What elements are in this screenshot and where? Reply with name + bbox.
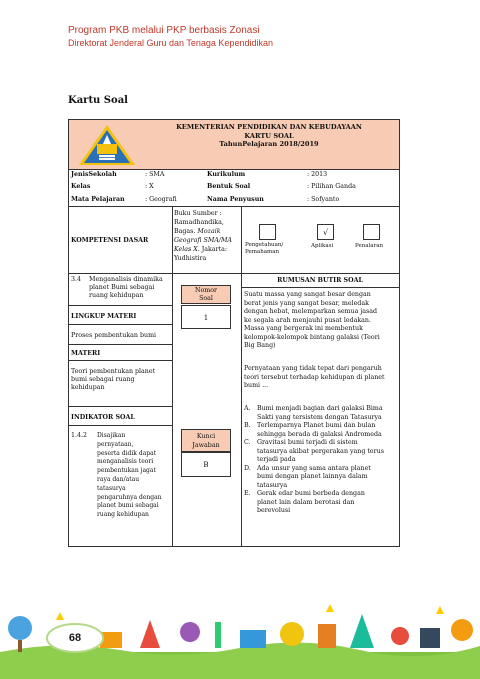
question-stem <box>244 291 380 351</box>
buku-sumber-line4 <box>174 246 227 254</box>
kelas-label: Kelas <box>71 183 91 190</box>
kartu-soal-card <box>68 119 400 547</box>
nomor-soal-label <box>181 285 231 304</box>
stem-line: ke segala arah menjauhi pusat ledakan. <box>244 316 371 324</box>
divider <box>69 360 172 361</box>
nomor-soal-value: 1 <box>181 305 231 329</box>
header-directorate: Direktorat Jenderal Guru dan Tenaga Kependidikan <box>68 38 273 48</box>
kelas-value: : X <box>145 183 154 190</box>
option-letter: E. <box>244 490 251 497</box>
divider <box>69 324 172 325</box>
divider <box>69 305 172 306</box>
nama-penyusun-value: : Sofyanto <box>307 196 340 203</box>
option-letter: B. <box>244 422 251 429</box>
stem-line: Big Bang) <box>244 342 276 349</box>
card-header <box>69 120 399 170</box>
buku-city-text: Jakarta: <box>199 246 228 253</box>
level-pengetahuan-label <box>245 242 283 256</box>
buku-sumber-line5: Yudhistira <box>174 255 207 262</box>
page-number: 68 <box>68 632 82 644</box>
level-pengetahuan-box[interactable] <box>259 224 276 240</box>
option-line: tatasurya akibat pergerakan yang terus <box>257 447 384 455</box>
kurikulum-value: : 2013 <box>307 171 328 178</box>
option-line: planet lain dalam berotasi dan <box>257 498 355 506</box>
indikator-line: peserta didik dapat <box>97 449 157 457</box>
option-line: Bumi menjadi bagian dari galaksi Bima <box>257 405 383 412</box>
indikator-soal-label: INDIKATOR SOAL <box>71 414 135 421</box>
nomor-label-line: Nomor <box>194 287 218 294</box>
divider <box>69 425 172 426</box>
divider <box>241 287 399 288</box>
materi-line: Teori pembentukan planet <box>71 368 156 375</box>
buku-sumber-line2 <box>174 228 221 236</box>
materi-label: MATERI <box>71 350 101 357</box>
stem-line: dengan hebat, melemparkan semua jasad <box>244 308 378 315</box>
answer-option <box>244 439 384 465</box>
stem-line: Suatu massa yang sangat besar dengan <box>244 291 371 298</box>
answer-option <box>244 490 384 516</box>
mata-pelajaran-label: Mata Pelajaran <box>71 196 125 203</box>
ministry-heading <box>139 123 399 149</box>
option-letter: A. <box>244 405 251 412</box>
buku-sumber-line1: Ramadhandika, <box>174 219 224 226</box>
kurikulum-label: Kurikulum <box>207 171 246 178</box>
option-line: tatasurya <box>257 481 288 489</box>
indikator-line: ruang kehidupan <box>97 511 149 519</box>
divider <box>69 406 172 407</box>
materi-line: bumi sebagai ruang <box>71 376 135 383</box>
jenis-sekolah-value: : SMA <box>145 171 165 178</box>
header-program: Program PKB melalui PKP berbasis Zonasi <box>68 25 260 36</box>
card-title: KARTU SOAL <box>244 131 294 140</box>
buku-author-text: Bagas. <box>174 228 198 235</box>
running-header <box>68 25 273 49</box>
indikator-line: menganalisis teori <box>97 458 154 466</box>
kunci-jawaban-label <box>181 429 231 452</box>
stem-line: berat jenis yang sangat besar, meledak <box>244 299 369 307</box>
option-line: Gerak edar bumi berbeda dengan <box>257 490 365 497</box>
materi-line: kehidupan <box>71 384 105 391</box>
materi-text <box>71 368 155 392</box>
indikator-line: pengaruhnya dengan <box>97 493 162 501</box>
kd-line: Menganalisis dinamika <box>89 276 163 283</box>
kompetensi-dasar-label: KOMPETENSI DASAR <box>71 237 149 244</box>
option-line: Terlemparnya Planet bumi dan bulan <box>257 422 376 429</box>
kunci-jawaban-value: B <box>181 452 231 477</box>
kd-number: 3.4 <box>71 276 82 283</box>
indikator-line: Disajikan <box>97 432 126 439</box>
nama-penyusun-label: Nama Penyusun <box>207 196 264 203</box>
option-line: Gravitasi bumi terjadi di sistem <box>257 439 358 446</box>
kd-text <box>89 276 163 300</box>
bentuk-soal-label: Bentuk Soal <box>207 183 251 190</box>
kunci-label-line: Jawaban <box>192 442 220 449</box>
rumusan-butir-soal-label: RUMUSAN BUTIR SOAL <box>277 277 363 284</box>
mata-pelajaran-value: : Geografi <box>145 196 177 203</box>
option-letter: D. <box>244 464 251 472</box>
tut-wuri-handayani-logo <box>77 124 137 166</box>
level-aplikasi-label: Aplikasi <box>311 243 334 249</box>
column-divider-left <box>172 206 173 547</box>
buku-class-text: Kelas X. <box>174 246 200 253</box>
divider <box>69 206 399 207</box>
bentuk-soal-value: : Pilihan Ganda <box>307 183 356 190</box>
kd-line: planet Bumi sebagai <box>89 284 155 291</box>
question-line: Pernyataan yang tidak tepat dari pengaruh <box>244 365 382 372</box>
answer-option <box>244 405 384 422</box>
indikator-number: 1.4.2 <box>71 432 88 439</box>
option-letter: C. <box>244 439 251 446</box>
option-line: Sakti yang tersistem dengan Tatasurya <box>257 413 382 421</box>
indikator-line: raya dan/atau <box>97 475 140 483</box>
indikator-line: tatasurya <box>97 484 126 492</box>
indikator-line: pembentukan jagat <box>97 467 156 475</box>
school-year: TahunPelajaran 2018/2019 <box>219 140 319 148</box>
nomor-label-line: Soal <box>199 295 213 302</box>
option-line: Ada unsur yang sama antara planet <box>257 464 371 472</box>
divider <box>69 344 172 345</box>
jenis-sekolah-label: JenisSekolah <box>71 171 117 178</box>
level-pengetahuan-text: Pengetahuan/ <box>245 242 284 248</box>
answer-option <box>244 422 384 439</box>
option-line: terjadi pada <box>257 456 296 463</box>
kunci-label-line: Kunci <box>196 433 216 440</box>
level-penalaran-box[interactable] <box>363 224 380 240</box>
indikator-line: planet bumi sebagai <box>97 502 159 510</box>
column-divider-right <box>241 206 242 547</box>
divider <box>69 273 399 274</box>
answer-options <box>244 405 384 516</box>
stem-line: kelompok-kelompok bintang galaksi (Teori <box>244 333 380 341</box>
level-aplikasi-box[interactable]: √ <box>317 224 334 240</box>
level-pemahaman-text: Pemahaman <box>245 249 280 255</box>
lingkup-materi-value: Proses pembentukan bumi <box>71 332 157 339</box>
option-line: berevolusi <box>257 507 291 514</box>
buku-sumber-line3: Geografi SMA/MA <box>174 237 232 244</box>
section-title: Kartu Soal <box>68 95 128 106</box>
indikator-line: pernyataan, <box>97 440 134 448</box>
buku-sumber-label: Buku Sumber : <box>174 210 222 217</box>
ministry-name: KEMENTERIAN PENDIDIKAN DAN KEBUDAYAAN <box>176 123 362 131</box>
question-prompt <box>244 365 385 391</box>
indikator-text <box>97 432 162 520</box>
stem-line: Massa yang bergerak ini membentuk <box>244 325 363 332</box>
question-line: teori tersebut terhadap kehidupan di planet <box>244 373 385 381</box>
answer-option <box>244 465 384 491</box>
kd-line: ruang kehidupan <box>89 292 144 299</box>
level-penalaran-label: Penalaran <box>355 243 384 249</box>
buku-title-text: Mozaik <box>197 228 221 235</box>
option-line: bumi dengan planet lainnya dalam <box>257 473 368 480</box>
lingkup-materi-label: LINGKUP MATERI <box>71 313 137 320</box>
question-line: bumi ... <box>244 382 269 389</box>
option-line: sehingga berada di galaksi Andromeda <box>257 430 382 438</box>
